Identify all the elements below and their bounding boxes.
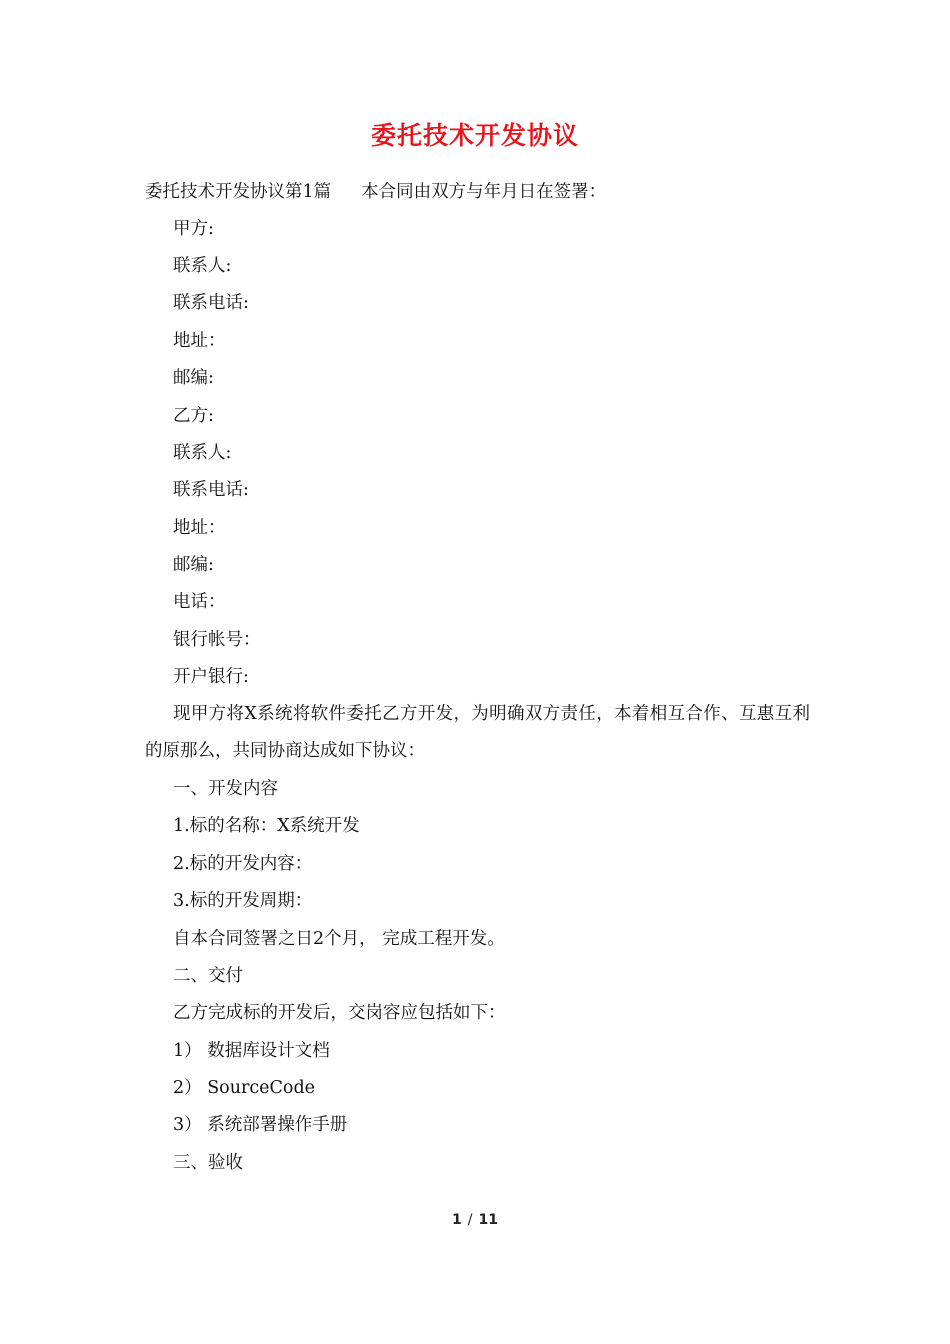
party-a-address: 地址： bbox=[173, 331, 226, 351]
current-page: 1 bbox=[452, 1212, 462, 1228]
party-b-address: 地址： bbox=[173, 518, 226, 538]
party-a-phone: 联系电话: bbox=[173, 293, 249, 313]
party-a-postcode: 邮编: bbox=[173, 368, 214, 388]
party-b-tel: 电话： bbox=[173, 592, 226, 612]
party-a-label: 甲方: bbox=[173, 219, 214, 239]
delivery-intro: 乙方完成标的开发后，交岗容应包括如下： bbox=[173, 1003, 506, 1023]
first-line bbox=[145, 179, 606, 205]
party-b-phone: 联系电话: bbox=[173, 480, 249, 500]
page-number bbox=[0, 1212, 950, 1228]
section-heading-acceptance: 三、验收 bbox=[173, 1153, 243, 1173]
first-line-right: 本合同由双方与年月日在签署： bbox=[361, 182, 607, 202]
delivery-item-2: 2） SourceCode bbox=[173, 1078, 315, 1098]
first-line-left: 委托技术开发协议第1篇 bbox=[145, 182, 332, 202]
period-detail: 自本合同签署之日2个月， 完成工程开发。 bbox=[173, 929, 505, 949]
document-title: 委托技术开发协议 bbox=[370, 121, 579, 150]
bank-name: 开户银行: bbox=[173, 667, 249, 687]
intro-paragraph: 现甲方将X系统将软件委托乙方开发，为明确双方责任，本着相互合作、互惠互利的原那么，共同协商达成如下协议： bbox=[145, 704, 810, 761]
party-b-label: 乙方: bbox=[173, 406, 214, 426]
bank-account: 银行帐号： bbox=[173, 630, 261, 650]
delivery-item-1: 1） 数据库设计文档 bbox=[173, 1041, 330, 1061]
section-heading-content: 一、开发内容 bbox=[173, 779, 278, 799]
item-period: 3.标的开发周期： bbox=[173, 891, 313, 911]
party-a-contact: 联系人: bbox=[173, 256, 232, 276]
section-heading-delivery: 二、交付 bbox=[173, 966, 243, 986]
page-separator: / bbox=[467, 1212, 473, 1228]
total-pages: 11 bbox=[478, 1212, 498, 1228]
item-content: 2.标的开发内容： bbox=[173, 854, 313, 874]
party-b-contact: 联系人: bbox=[173, 443, 232, 463]
delivery-item-3: 3） 系统部署操作手册 bbox=[173, 1115, 348, 1135]
party-b-postcode: 邮编: bbox=[173, 555, 214, 575]
item-name: 1.标的名称：X系统开发 bbox=[173, 816, 360, 836]
